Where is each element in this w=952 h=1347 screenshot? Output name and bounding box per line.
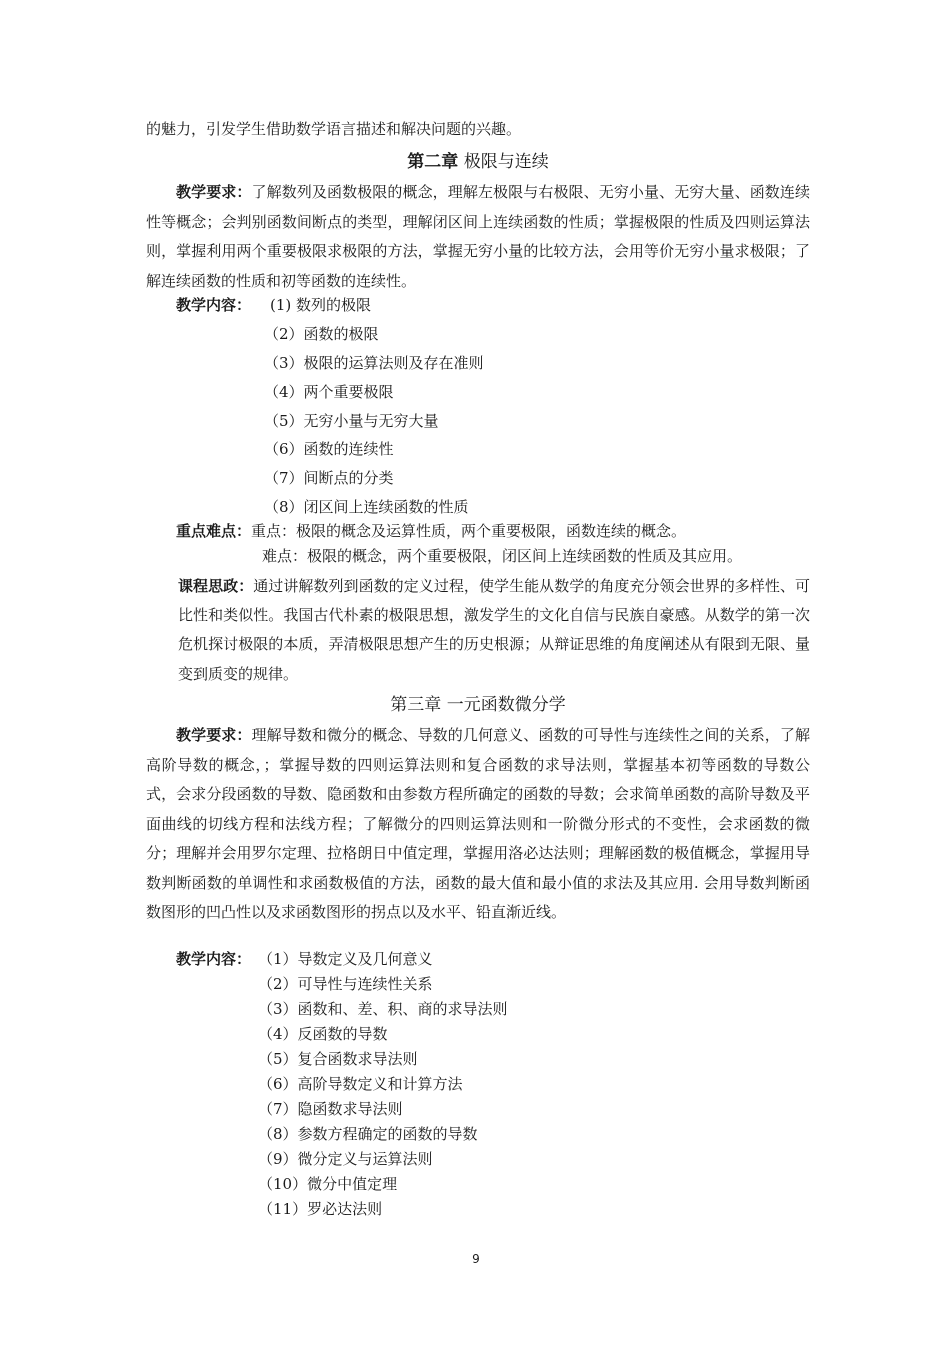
chapter-3-item-7: （7）隐函数求导法则 (258, 1100, 403, 1118)
chapter-2-requirements (146, 178, 810, 296)
chapter-3-item-1: （1）导数定义及几何意义 (258, 950, 433, 968)
chapter-3-item-6: （6）高阶导数定义和计算方法 (258, 1075, 463, 1093)
chapter-2-item-2: （2）函数的极限 (264, 325, 379, 343)
chapter-3-item-5: （5）复合函数求导法则 (258, 1050, 418, 1068)
chapter-2-name: 极限与连续 (463, 152, 549, 172)
chapter-2-item-8: （8）闭区间上连续函数的性质 (264, 498, 469, 516)
chapter-3-content-label (176, 948, 251, 969)
chapter-2-item-6: （6）函数的连续性 (264, 440, 394, 458)
chapter-3-item-3: （3）函数和、差、积、商的求导法则 (258, 1000, 508, 1018)
key-points-text: 重点：极限的概念及运算性质，两个重要极限，函数连续的概念。 (251, 522, 687, 540)
chapter-2-ideology (178, 572, 810, 689)
chapter-3-item-10: （10）微分中值定理 (258, 1175, 398, 1193)
requirements-text: 了解数列及函数极限的概念，理解左极限与右极限、无穷小量、无穷大量、函数连续性等概念；会判别函数间断点的类型，理解闭区间上连续函数的性质；掌握极限的性质及四则运算法则，掌握利用两个重要极限求极限的方法，掌握无穷小量的比较方法，会用等价无穷小量求极限；了解连续函数的性质和初等函数的连续性。 (146, 183, 810, 290)
content-label: 教学内容： (176, 296, 252, 314)
chapter-3-requirements (146, 721, 810, 928)
key-points-label: 重点难点： (176, 522, 252, 540)
chapter-2-heading (146, 147, 810, 172)
ideology-text: 通过讲解数列到函数的定义过程，使学生能从数学的角度充分领会世界的多样性、可比性和类似性。我国古代朴素的极限思想，激发学生的文化自信与民族自豪感。从数学的第一次危机探讨极限的本质，弄清极限思想产生的历史根源；从辩证思维的角度阐述从有限到无限、量变到质变的规律。 (178, 577, 810, 683)
chapter-2-item-4: （4）两个重要极限 (264, 383, 394, 401)
chapter-3-item-9: （9）微分定义与运算法则 (258, 1150, 433, 1168)
requirements-label: 教学要求： (176, 726, 252, 744)
chapter-2-item-3: （3）极限的运算法则及存在准则 (264, 354, 484, 372)
ideology-label: 课程思政： (178, 577, 254, 595)
requirements-text: 理解导数和微分的概念、导数的几何意义、函数的可导性与连续性之间的关系，了解高阶导数的概念，；掌握导数的四则运算法则和复合函数的求导法则，掌握基本初等函数的导数公式，会求分段函数的导数、隐函数和由参数方程所确定的函数的导数；会求简单函数的高阶导数及平面曲线的切线方程和法线方程；了解微分的四则运算法则和一阶微分形式的不变性，会求函数的微分；理解并会用罗尔定理、拉格朗日中值定理，掌握用洛必达法则；理解函数的极值概念，掌握用导数判断函数的单调性和求函数极值的方法，函数的最大值和最小值的求法及其应用. 会用导数判断函数图形的凹凸性以及求函数图形的拐点以及水平、铅直渐近线。 (146, 726, 810, 921)
chapter-2-item-7: （7）间断点的分类 (264, 469, 394, 487)
chapter-2-number: 第二章 (407, 152, 459, 172)
chapter-3-item-4: （4）反函数的导数 (258, 1025, 388, 1043)
chapter-3-item-11: （11）罗必达法则 (258, 1200, 383, 1218)
chapter-2-item-5: （5）无穷小量与无穷大量 (264, 412, 439, 430)
content-label: 教学内容： (176, 950, 252, 968)
chapter-3-item-2: （2）可导性与连续性关系 (258, 975, 433, 993)
chapter-3-heading: 第三章 一元函数微分学 (390, 695, 566, 715)
page-number: 9 (472, 1252, 480, 1266)
chapter-2-difficulties: 难点：极限的概念，两个重要极限，闭区间上连续函数的性质及其应用。 (262, 547, 743, 565)
requirements-label: 教学要求： (176, 183, 252, 201)
intro-tail-text: 的魅力，引发学生借助数学语言描述和解决问题的兴趣。 (146, 120, 522, 138)
chapter-2-item-1: (1) 数列的极限 (270, 296, 372, 314)
chapter-3-item-8: （8）参数方程确定的函数的导数 (258, 1125, 478, 1143)
chapter-2-key-points (176, 520, 686, 541)
chapter-2-content-label (176, 294, 251, 315)
